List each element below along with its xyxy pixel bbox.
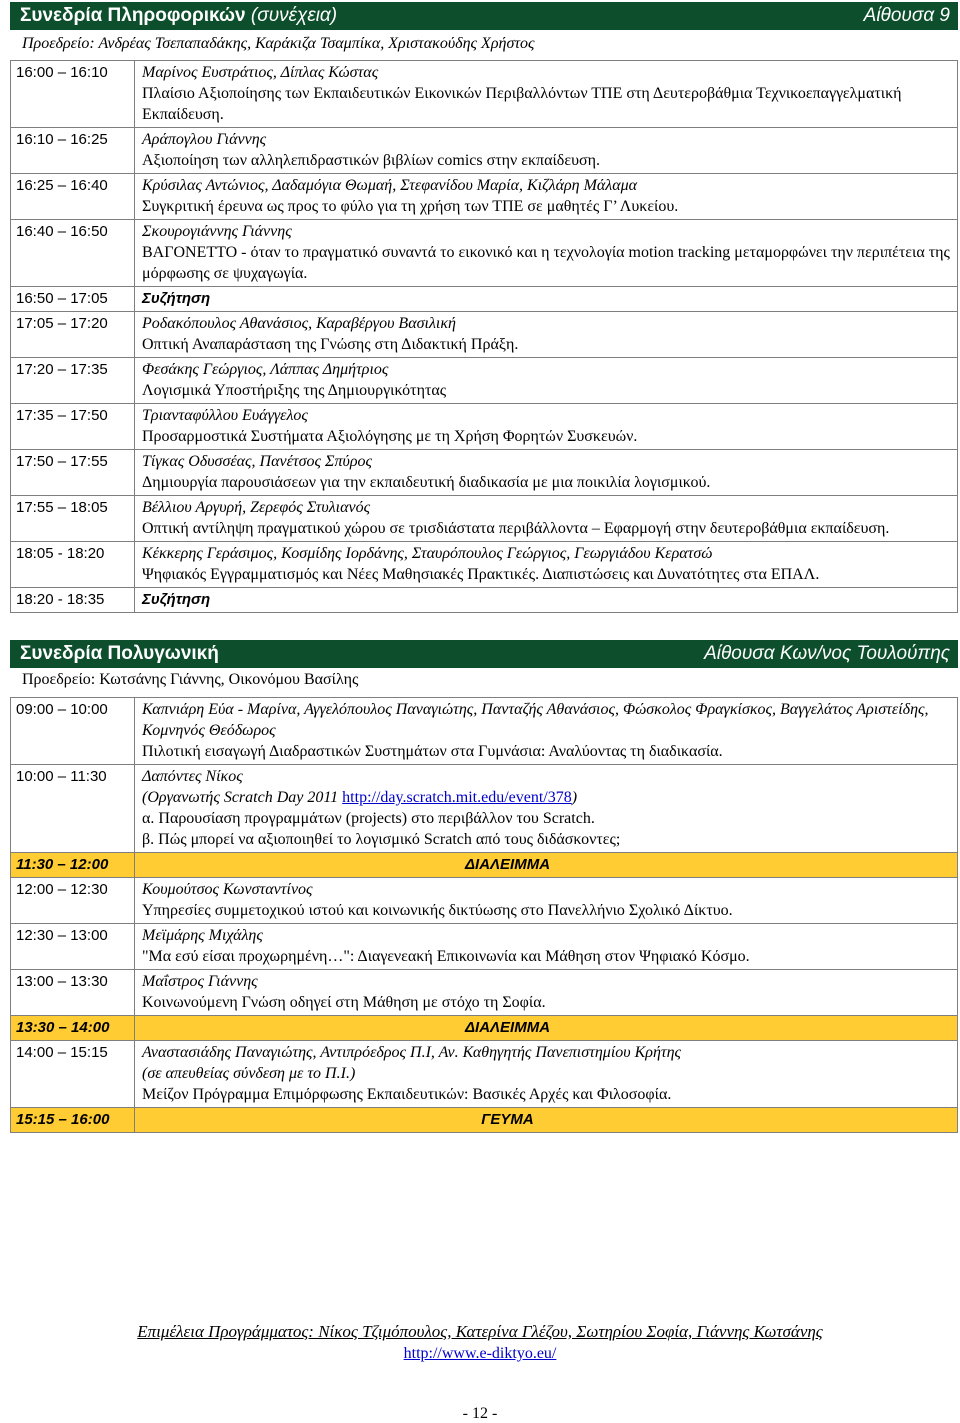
break-row — [11, 853, 958, 878]
row-title: Οπτική αντίληψη πραγματικού χώρου σε τρισδιάστατα περιβάλλοντα – Εφαρμογή στην δευτεροβάθμια εκπαίδευση. — [142, 520, 890, 537]
row-time: 15:15 – 16:00 — [11, 1108, 135, 1133]
row-time: 09:00 – 10:00 — [11, 698, 135, 765]
schedule-row — [11, 496, 958, 542]
row-time: 17:50 – 17:55 — [11, 450, 135, 496]
row-time: 16:10 – 16:25 — [11, 128, 135, 174]
schedule-row — [11, 287, 958, 312]
schedule-row — [11, 450, 958, 496]
program-credit: Επιμέλεια Προγράμματος: Νίκος Τζιμόπουλος, Κατερίνα Γλέζου, Σωτηρίου Σοφία, Γιάννης Κωτσάνης — [137, 1322, 823, 1341]
schedule-row — [11, 174, 958, 220]
row-time: 13:00 – 13:30 — [11, 970, 135, 1016]
discussion-label: Συζήτηση — [142, 591, 211, 608]
schedule-row — [11, 924, 958, 970]
row-time: 16:25 – 16:40 — [11, 174, 135, 220]
row-time: 11:30 – 12:00 — [11, 853, 135, 878]
row-title: Μείζον Πρόγραμμα Επιμόρφωσης Εκπαιδευτικών: Βασικές Αρχές και Φιλοσοφία. — [142, 1086, 672, 1103]
row-authors: Καπνιάρη Εύα - Μαρίνα, Αγγελόπουλος Παναγιώτης, Πανταζής Αθανάσιος, Φώσκολος Φραγκίσκος, Βαγγελάτος Αριστείδης, Κομνηνός Θεόδωρος — [142, 701, 929, 739]
schedule-row — [11, 588, 958, 613]
row-time: 14:00 – 15:15 — [11, 1041, 135, 1108]
row-authors: Μαρίνος Ευστράτιος, Δίπλας Κώστας — [142, 64, 379, 81]
row-title: Κοινωνούμενη Γνώση οδηγεί στη Μάθηση με στόχο τη Σοφία. — [142, 994, 546, 1011]
row-time: 16:00 – 16:10 — [11, 61, 135, 128]
row-authors: Αναστασιάδης Παναγιώτης, Αντιπρόεδρος Π.Ι, Αν. Καθηγητής Πανεπιστημίου Κρήτης — [142, 1044, 682, 1061]
row-authors: Κουμούτσος Κωνσταντίνος — [142, 881, 313, 898]
row-authors: Φεσάκης Γεώργιος, Λάππας Δημήτριος — [142, 361, 389, 378]
schedule-row — [11, 1041, 958, 1108]
row-title: Υπηρεσίες συμμετοχικού ιστού και κοινωνικής δικτύωσης στο Πανελλήνιο Σχολικό Δίκτυο. — [142, 902, 733, 919]
row-line-a: α. Παρουσίαση προγραμμάτων (projects) στο περιβάλλον του Scratch. — [142, 810, 595, 827]
schedule-row — [11, 765, 958, 853]
break-label: ΔΙΑΛΕΙΜΜΑ — [464, 856, 551, 873]
row-time: 16:40 – 16:50 — [11, 220, 135, 287]
organizer-suffix: ) — [571, 789, 578, 806]
row-time: 12:30 – 13:00 — [11, 924, 135, 970]
row-note: (σε απευθείας σύνδεση με το Π.Ι.) — [142, 1065, 356, 1082]
session2-title: Συνεδρία Πολυγωνική — [20, 643, 219, 664]
row-time: 17:05 – 17:20 — [11, 312, 135, 358]
row-title: Πλαίσιο Αξιοποίησης των Εκπαιδευτικών Εικονικών Περιβαλλόντων ΤΠΕ στη Δευτεροβάθμια Τεχνικοεπαγγελματική Εκπαίδευση. — [142, 85, 902, 123]
row-title: "Μα εσύ είσαι προχωρημένη…": Διαγενεακή Επικοινωνία και Μάθηση στον Ψηφιακό Κόσμο. — [142, 948, 750, 965]
schedule-row — [11, 220, 958, 287]
session2-chairs: Προεδρείο: Κωτσάνης Γιάννης, Οικονόμου Βασίλης — [22, 671, 359, 688]
row-time: 17:35 – 17:50 — [11, 404, 135, 450]
break-label: ΔΙΑΛΕΙΜΜΑ — [464, 1019, 551, 1036]
row-authors: Μεϊμάρης Μιχάλης — [142, 927, 263, 944]
row-time: 17:55 – 18:05 — [11, 496, 135, 542]
page-number: - 12 - — [462, 1405, 498, 1422]
row-authors: Σκουρογιάννης Γιάννης — [142, 223, 292, 240]
row-title: Ψηφιακός Εγγραμματισμός και Νέες Μαθησιακές Πρακτικές. Διαπιστώσεις και Δυνατότητες στα ΕΠΑΛ. — [142, 566, 820, 583]
row-authors: Βέλλιου Αργυρή, Ζερεφός Στυλιανός — [142, 499, 371, 516]
row-time: 18:20 - 18:35 — [11, 588, 135, 613]
row-title: Δημιουργία παρουσιάσεων για την εκπαιδευτική διαδικασία με μια ποικιλία λογισμικού. — [142, 474, 711, 491]
break-row — [11, 1016, 958, 1041]
row-authors: Κρύσιλας Αντώνιος, Δαδαμόγια Θωμαή, Στεφανίδου Μαρία, Κιζλάρη Μάλαμα — [142, 177, 638, 194]
schedule-row — [11, 312, 958, 358]
row-time: 13:30 – 14:00 — [11, 1016, 135, 1041]
row-title: Αξιοποίηση των αλληλεπιδραστικών βιβλίων comics στην εκπαίδευση. — [142, 152, 600, 169]
schedule-row — [11, 542, 958, 588]
session1-schedule — [10, 60, 958, 613]
session2-schedule — [10, 697, 958, 1133]
row-authors: Τίγκας Οδυσσέας, Πανέτσος Σπύρος — [142, 453, 373, 470]
row-title: Συγκριτική έρευνα ως προς το φύλο για τη χρήση των ΤΠΕ σε μαθητές Γ’ Λυκείου. — [142, 198, 679, 215]
schedule-row — [11, 358, 958, 404]
scratch-event-link[interactable]: http://day.scratch.mit.edu/event/378 — [342, 789, 572, 806]
session1-header — [10, 2, 958, 30]
schedule-row — [11, 128, 958, 174]
row-authors: Ροδακόπουλος Αθανάσιος, Καραβέργου Βασιλική — [142, 315, 456, 332]
row-title: ΒΑΓΟΝΕΤΤΟ - όταν το πραγματικό συναντά το εικονικό και η τεχνολογία motion tracking μεταμορφώνει την περιπέτεια της μόρφωσης σε ψυχαγωγία. — [142, 244, 950, 282]
row-time: 10:00 – 11:30 — [11, 765, 135, 853]
organizer-prefix: (Οργανωτής Scratch Day 2011 — [142, 789, 343, 806]
row-title: Οπτική Αναπαράσταση της Γνώσης στη Διδακτική Πράξη. — [142, 336, 519, 353]
schedule-row — [11, 404, 958, 450]
session1-room: Αίθουσα 9 — [863, 5, 950, 26]
schedule-row — [11, 698, 958, 765]
row-time: 16:50 – 17:05 — [11, 287, 135, 312]
row-title: Προσαρμοστικά Συστήματα Αξιολόγησης με τη Χρήση Φορητών Συσκευών. — [142, 428, 638, 445]
session2-header — [10, 640, 958, 668]
organizer-note — [142, 787, 953, 808]
row-time: 17:20 – 17:35 — [11, 358, 135, 404]
row-authors: Τριανταφύλλου Ευάγγελος — [142, 407, 308, 424]
break-row — [11, 1108, 958, 1133]
discussion-label: Συζήτηση — [142, 290, 211, 307]
session2-room: Αίθουσα Κων/νος Τουλούπης — [704, 643, 950, 664]
break-label: ΓΕΥΜΑ — [481, 1111, 534, 1128]
row-authors: Κέκκερης Γεράσιμος, Κοσμίδης Ιορδάνης, Σταυρόπουλος Γεώργιος, Γεωργιάδου Κερατσώ — [142, 545, 713, 562]
schedule-row — [11, 878, 958, 924]
row-title: Πιλοτική εισαγωγή Διαδραστικών Συστημάτων στα Γυμνάσια: Αναλύοντας τη διαδικασία. — [142, 743, 723, 760]
row-title: Λογισμικά Υποστήριξης της Δημιουργικότητας — [142, 382, 447, 399]
schedule-row — [11, 61, 958, 128]
row-authors: Αράπογλου Γιάννης — [142, 131, 267, 148]
row-authors: Δαπόντες Νίκος — [142, 768, 243, 785]
row-authors: Μαΐστρος Γιάννης — [142, 973, 258, 990]
schedule-row — [11, 970, 958, 1016]
row-line-b: β. Πώς μπορεί να αξιοποιηθεί το λογισμικό Scratch από τους διδάσκοντες; — [142, 831, 621, 848]
row-time: 12:00 – 12:30 — [11, 878, 135, 924]
website-link[interactable]: http://www.e-diktyo.eu/ — [403, 1345, 557, 1362]
session1-chairs: Προεδρείο: Ανδρέας Τσεπαπαδάκης, Καράκιζα Τσαμπίκα, Χριστακούδης Χρήστος — [22, 35, 535, 52]
session1-title-suffix: (συνέχεια) — [250, 5, 338, 26]
row-time: 18:05 - 18:20 — [11, 542, 135, 588]
session1-title: Συνεδρία Πληροφορικών — [20, 5, 246, 26]
